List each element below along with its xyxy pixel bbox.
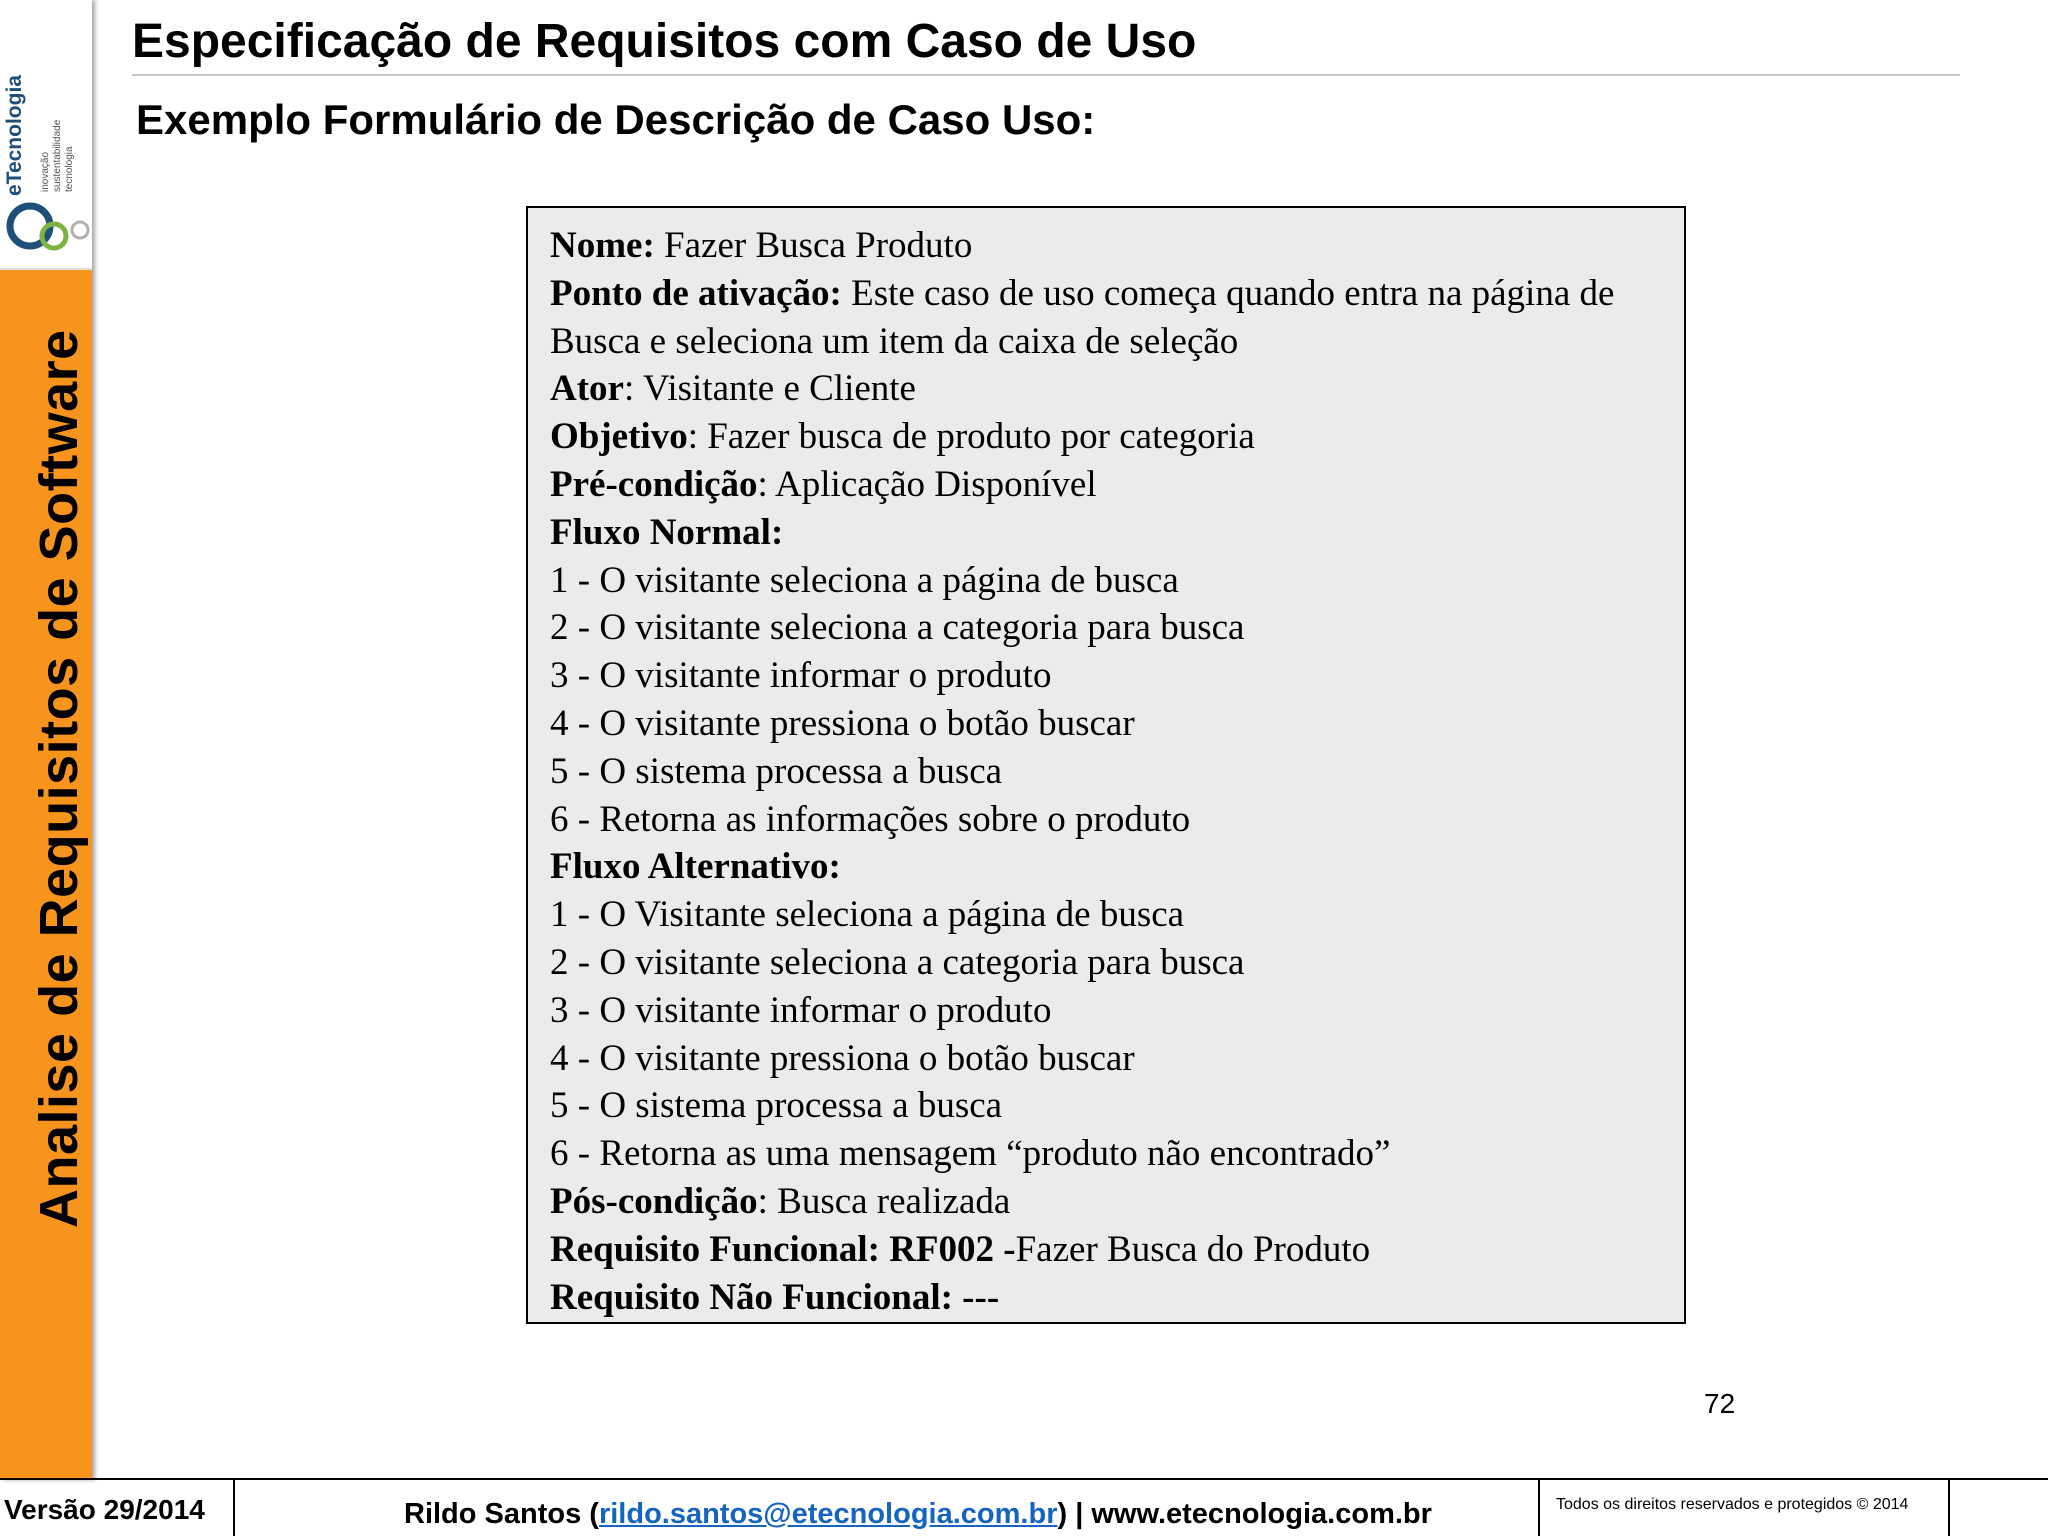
- sidebar-vertical-title: Analise de Requisitos de Software: [29, 329, 89, 1228]
- fluxo-normal-step: 2 - O visitante seleciona a categoria para busca: [550, 607, 1245, 649]
- fluxo-normal-step: 1 - O visitante seleciona a página de busca: [550, 559, 1179, 601]
- footer-separator: [1538, 1478, 1540, 1536]
- page-subtitle: Exemplo Formulário de Descrição de Caso Uso:: [136, 96, 1096, 143]
- form-requisito-funcional: Requisito Funcional: RF002 -Fazer Busca do Produto: [550, 1228, 1371, 1270]
- fluxo-alternativo-step: 2 - O visitante seleciona a categoria para busca: [550, 941, 1245, 983]
- form-poscondicao: Pós-condição: Busca realizada: [550, 1180, 1011, 1222]
- fluxo-alternativo-step: 4 - O visitante pressiona o botão buscar: [550, 1037, 1135, 1079]
- fluxo-normal-step: 4 - O visitante pressiona o botão buscar: [550, 702, 1135, 744]
- logo: [0, 0, 92, 270]
- title-divider: [132, 74, 1960, 76]
- fluxo-alternativo-step: 1 - O Visitante seleciona a página de busca: [550, 894, 1185, 936]
- fluxo-normal-step: 6 - Retorna as informações sobre o produto: [550, 798, 1191, 840]
- form-objetivo: Objetivo: Fazer busca de produto por categoria: [550, 416, 1255, 458]
- logo-brand: eTecnologia: [3, 75, 26, 196]
- footer-divider: [0, 1478, 2048, 1480]
- use-case-form: [526, 206, 1686, 1324]
- sidebar: [0, 0, 92, 1480]
- footer-separator: [233, 1478, 235, 1536]
- page-number: 72: [1704, 1388, 1736, 1419]
- page-title: Especificação de Requisitos com Caso de Uso: [132, 15, 1197, 68]
- footer-copyright: Todos os direitos reservados e protegidos © 2014: [1556, 1496, 1909, 1513]
- form-fluxo-normal-heading: Fluxo Normal:: [550, 511, 784, 553]
- fluxo-alternativo-step: 3 - O visitante informar o produto: [550, 989, 1052, 1031]
- footer-separator: [1948, 1478, 1950, 1536]
- fluxo-alternativo-step: 6 - Retorna as uma mensagem “produto não encontrado”: [550, 1133, 1391, 1175]
- author-email-link[interactable]: rildo.santos@etecnologia.com.br: [598, 1498, 1058, 1530]
- fluxo-alternativo-step: 5 - O sistema processa a busca: [550, 1085, 1003, 1127]
- form-requisito-nao-funcional: Requisito Não Funcional: ---: [550, 1276, 1000, 1318]
- form-precondicao: Pré-condição: Aplicação Disponível: [550, 463, 1097, 505]
- fluxo-normal-step: 3 - O visitante informar o produto: [550, 655, 1052, 697]
- form-nome: Nome: Fazer Busca Produto: [550, 225, 973, 266]
- logo-rings-icon: [4, 196, 92, 260]
- logo-tagline: inovação sustentabilidade tecnologia: [40, 119, 75, 192]
- fluxo-normal-step: 5 - O sistema processa a busca: [550, 750, 1003, 792]
- form-ator: Ator: Visitante e Cliente: [550, 368, 916, 410]
- form-ponto-ativacao: Ponto de ativação: Este caso de uso começa quando entra na página de Busca e seleciona um item da caixa de seleção: [550, 272, 1615, 362]
- footer-version: Versão 29/2014: [4, 1494, 205, 1525]
- footer-author: Rildo Santos (rildo.santos@etecnologia.com.br) | www.etecnologia.com.br: [404, 1498, 1432, 1530]
- form-fluxo-alternativo-heading: Fluxo Alternativo:: [550, 846, 841, 888]
